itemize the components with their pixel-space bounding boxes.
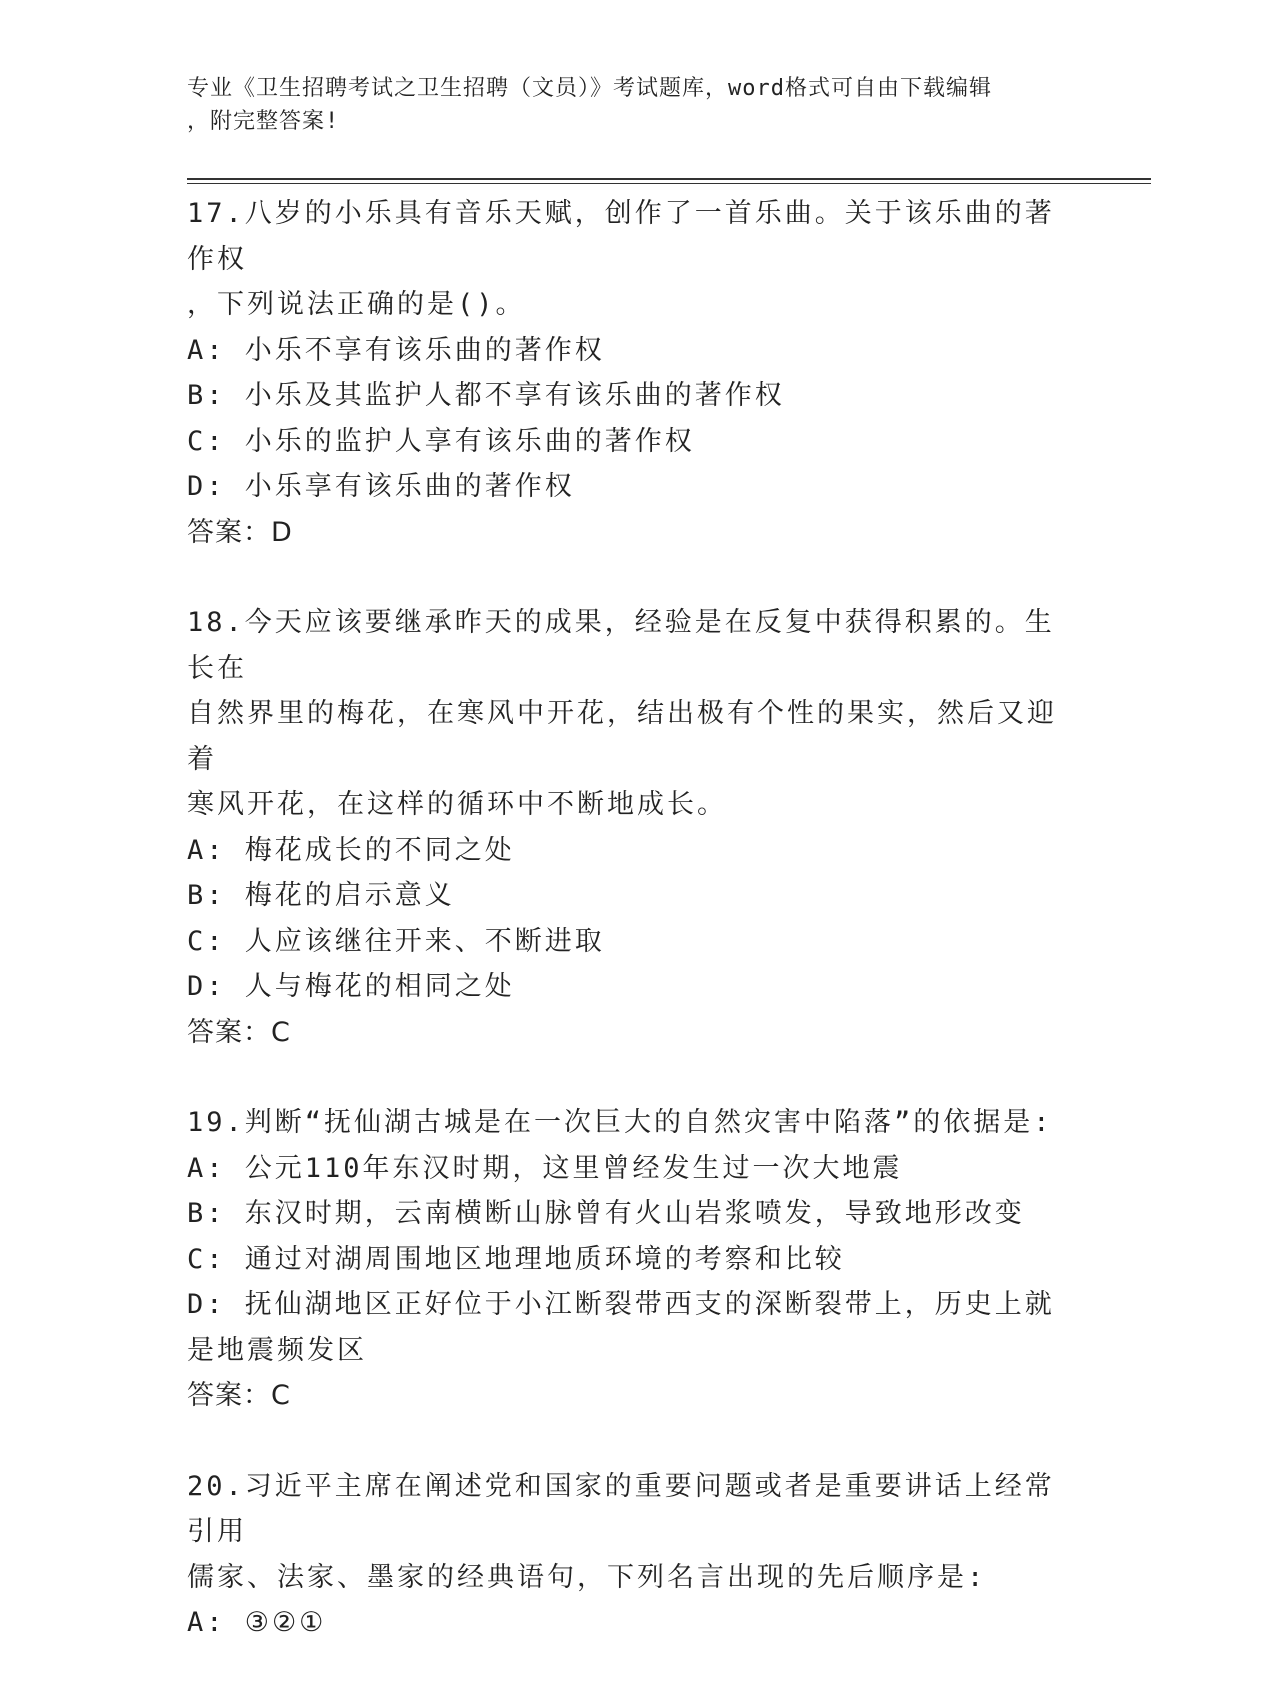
question-20 <box>187 1464 1077 1646</box>
header-line-2: ，附完整答案! <box>187 109 340 134</box>
answer: 答案：C <box>187 1380 291 1411</box>
option-a: A: ③②① <box>187 1607 327 1638</box>
option-c: C: 通过对湖周围地区地理地质环境的考察和比较 <box>187 1243 845 1275</box>
option-b: B: 梅花的启示意义 <box>187 880 455 911</box>
option-a: A: 梅花成长的不同之处 <box>187 834 515 866</box>
stem-line: 19.判断“抚仙湖古城是在一次巨大的自然灾害中陷落”的依据是: <box>187 1107 1053 1138</box>
header-line-1: 专业《卫生招聘考试之卫生招聘（文员）》考试题库，word格式可自由下载编辑 <box>187 76 992 101</box>
question-stem <box>187 1464 1077 1601</box>
header-divider-thin <box>187 183 1151 184</box>
question-list <box>187 191 1077 1691</box>
option-a: A: 小乐不享有该乐曲的著作权 <box>187 334 605 366</box>
option-c: C: 小乐的监护人享有该乐曲的著作权 <box>187 425 695 457</box>
question-stem <box>187 1100 1077 1146</box>
stem-line: 18.今天应该要继承昨天的成果，经验是在反复中获得积累的。生长在 <box>187 607 1055 684</box>
option-d: D: 小乐享有该乐曲的著作权 <box>187 471 575 502</box>
option-d: D: 抚仙湖地区正好位于小江断裂带西支的深断裂带上，历史上就是地震频发区 <box>187 1289 1055 1366</box>
stem-line: ，下列说法正确的是()。 <box>187 289 526 320</box>
stem-line: 寒风开花，在这样的循环中不断地成长。 <box>187 789 727 820</box>
answer: 答案：D <box>187 516 293 548</box>
header-divider-thick <box>187 178 1151 180</box>
question-17 <box>187 191 1077 555</box>
option-b: B: 小乐及其监护人都不享有该乐曲的著作权 <box>187 380 785 411</box>
question-stem <box>187 191 1077 328</box>
question-18 <box>187 600 1077 1055</box>
stem-line: 儒家、法家、墨家的经典语句，下列名言出现的先后顺序是: <box>187 1561 987 1593</box>
option-d: D: 人与梅花的相同之处 <box>187 971 515 1002</box>
option-a: A: 公元110年东汉时期，这里曾经发生过一次大地震 <box>187 1152 903 1184</box>
option-c: C: 人应该继往开来、不断进取 <box>187 925 605 957</box>
question-stem <box>187 600 1077 828</box>
stem-line: 17.八岁的小乐具有音乐天赋，创作了一首乐曲。关于该乐曲的著作权 <box>187 198 1055 275</box>
question-19 <box>187 1100 1077 1419</box>
stem-line: 自然界里的梅花，在寒风中开花，结出极有个性的果实，然后又迎着 <box>187 698 1057 775</box>
stem-line: 20.习近平主席在阐述党和国家的重要问题或者是重要讲话上经常引用 <box>187 1470 1055 1547</box>
option-b: B: 东汉时期，云南横断山脉曾有火山岩浆喷发，导致地形改变 <box>187 1198 1025 1229</box>
document-header <box>187 72 1067 138</box>
answer: 答案：C <box>187 1016 291 1048</box>
